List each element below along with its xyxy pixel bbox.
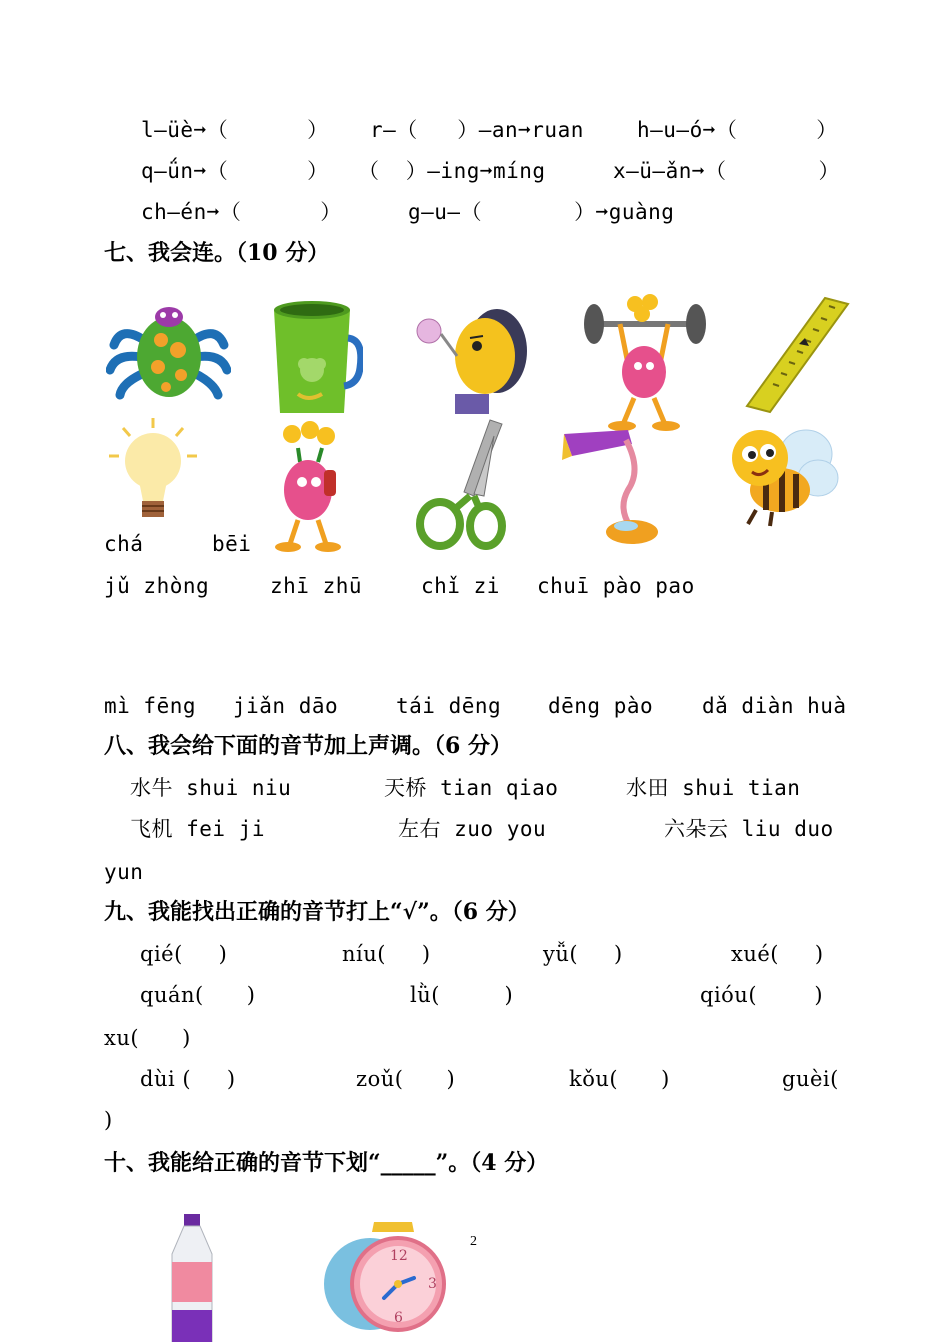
weightlifter-picture (580, 294, 710, 434)
syllable-choice: dùi ( ) (140, 1067, 236, 1091)
pinyin-label: chuī pào pao (537, 574, 695, 598)
page-number: 2 (470, 1234, 477, 1249)
syllable-choice: xu( ) (104, 1026, 191, 1050)
syllable-choice: quán( ) (140, 983, 256, 1007)
pinyin-label: tái dēng (396, 694, 502, 718)
pinyin-item: （ ）—ing➞míng (358, 159, 546, 183)
syllable-choice: níu( ) (342, 942, 431, 966)
pinyin-label: jǔ zhòng (104, 574, 210, 598)
pinyin-item: l—üè➞（ ） (141, 118, 329, 142)
tone-item: 飞机 fei ji (130, 817, 266, 841)
syllable-choice: zoǔ( ) (356, 1067, 456, 1091)
pinyin-label: bēi (212, 532, 252, 556)
svg-text:3: 3 (428, 1276, 437, 1292)
pinyin-item: g—u—（ ）➞guàng (408, 200, 675, 224)
light-bulb-picture (105, 416, 200, 524)
bee-picture (726, 418, 840, 530)
tone-item: yun (104, 860, 144, 884)
pinyin-item: q—ǘn➞（ ） (141, 159, 329, 183)
section-10-title: 十、我能给正确的音节下划“_____”。（4 分） (104, 1150, 549, 1176)
pinyin-item: r—（ ）—an➞ruan (370, 118, 584, 142)
bubble-blower-picture (415, 296, 530, 414)
cup-picture (268, 298, 363, 413)
syllable-choice: yǚ( ) (543, 942, 623, 966)
pinyin-item: x—ü—ǎn➞（ ） (613, 159, 841, 183)
syllable-choice: kǒu( ) (569, 1067, 670, 1091)
pinyin-label: chá (104, 532, 144, 556)
spider-picture (106, 295, 231, 410)
soda-bottle-picture (166, 1214, 218, 1342)
pinyin-item: h—u—ó➞（ ） (637, 118, 838, 142)
syllable-choice: guèi( (782, 1067, 839, 1091)
tone-item: 六朵云 liu duo (664, 817, 834, 841)
phone-caller-picture (268, 418, 353, 553)
tone-item: 水牛 shui niu (130, 776, 292, 800)
syllable-choice: lǜ( ) (410, 983, 514, 1007)
svg-text:12: 12 (390, 1248, 408, 1264)
pinyin-label: zhī zhū (270, 574, 363, 598)
tone-item: 左右 zuo you (398, 817, 547, 841)
pinyin-label: dēng pào (548, 694, 654, 718)
pinyin-label: dǎ diàn huà (702, 694, 847, 718)
pinyin-label: mì fēng (104, 694, 197, 718)
pinyin-item: ch—én➞（ ） (141, 200, 342, 224)
clock-picture (322, 1218, 446, 1342)
syllable-choice: qié( ) (140, 942, 228, 966)
syllable-choice: ) (104, 1108, 113, 1132)
svg-text:6: 6 (394, 1310, 403, 1326)
desk-lamp-picture (560, 430, 678, 548)
tone-item: 水田 shui tian (626, 776, 801, 800)
section-9-title: 九、我能找出正确的音节打上“√”。（6 分） (104, 899, 530, 925)
section-7-title: 七、我会连。（10 分） (104, 240, 330, 266)
ruler-picture (745, 296, 850, 414)
pinyin-label: jiǎn dāo (233, 694, 339, 718)
pinyin-label: chǐ zi (421, 574, 500, 598)
section-8-title: 八、我会给下面的音节加上声调。（6 分） (104, 733, 512, 759)
tone-item: 天桥 tian qiao (384, 776, 559, 800)
scissors-picture (414, 416, 512, 551)
syllable-choice: xué( ) (731, 942, 824, 966)
syllable-choice: qióu( ) (700, 983, 824, 1007)
